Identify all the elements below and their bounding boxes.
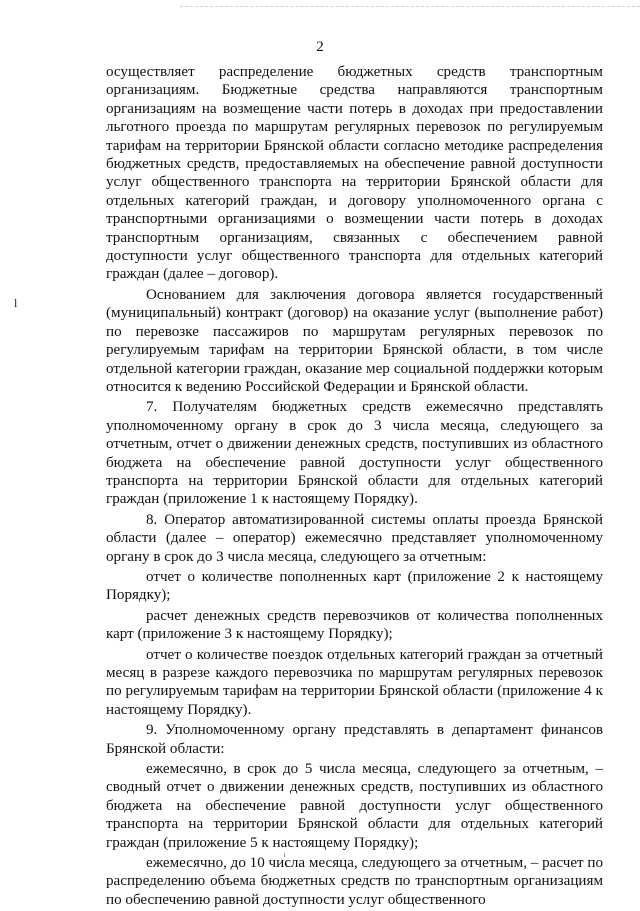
scan-edge-mark: l [14,296,18,310]
paragraph: отчет о количестве поездок отдельных категорий граждан за отчетный месяц в разрезе каждого перевозчика по маршрутам регулярных перевозок по регулируемым тарифам на территории Брянской области (приложение 4 к настоящему Порядку). [106,646,603,718]
paragraph: ежемесячно, в срок до 5 числа месяца, следующего за отчетным, – сводный отчет о движении денежных средств, поступивших из областного бюджета на обеспечение равной доступности услуг общественного транспорта на территории Брянской области для отдельных категорий граждан (приложение 5 к настоящему Порядку); [106,761,603,851]
paragraph: 8. Оператор автоматизированной системы оплаты проезда Брянской области (далее – оператор) ежемесячно представляет уполномоченному органу в срок до 3 числа месяца, следующего за отчетным: [106,511,603,565]
paragraph: 9. Уполномоченному органу представлять в департамент финансов Брянской области: [106,722,603,757]
paragraph: расчет денежных средств перевозчиков от количества пополненных карт (приложение 3 к настоящему Порядку); [106,607,603,643]
page-number: 2 [316,39,324,55]
paragraph: ежемесячно, до 10 числа месяца, следующего за отчетным, – расчет по распределению объема бюджетных средств по транспортным организациям по обеспечению равной доступности услуг общественного [106,855,604,908]
scan-top-line [180,6,640,7]
paragraph: осуществляет распределение бюджетных средств транспортным организациям. Бюджетные средства направляются транспортным организациям на возмещение части потерь в доходах при предоставлении льготного проезда по маршрутам регулярных перевозок по регулируемым тарифам на территории Брянской области согласно методике распределения бюджетных средств, предоставляемых на обеспечение равной доступности услуг общественного транспорта на территории Брянской области для отдельных категорий граждан, и договору уполномоченного органа с транспортными организациями о возмещении части потерь в доходах транспортным организациям, связанных с обеспечением равной доступности услуг общественного транспорта для отдельных категорий граждан (далее – договор). [106,64,603,283]
paragraph: 7. Получателям бюджетных средств ежемесячно представлять уполномоченному органу в срок до 3 числа месяца, следующего за отчетным, отчет о движении денежных средств, поступивших из областного бюджета на обеспечение равной доступности услуг общественного транспорта на территории Брянской области для отдельных категорий граждан (приложение 1 к настоящему Порядку). [106,399,603,508]
paragraph: отчет о количестве пополненных карт (приложение 2 к настоящему Порядку); [106,568,603,604]
document-body [106,63,603,911]
paragraph: Основанием для заключения договора является государственный (муниципальный) контракт (договор) на оказание услуг (выполнение работ) по перевозке пассажиров по маршрутам регулярных перевозок по регулируемым тарифам на территории Брянской области, в том числе отдельной категории граждан, оказание мер социальной поддержки которым относится к ведению Российской Федерации и Брянской области. [106,286,603,395]
